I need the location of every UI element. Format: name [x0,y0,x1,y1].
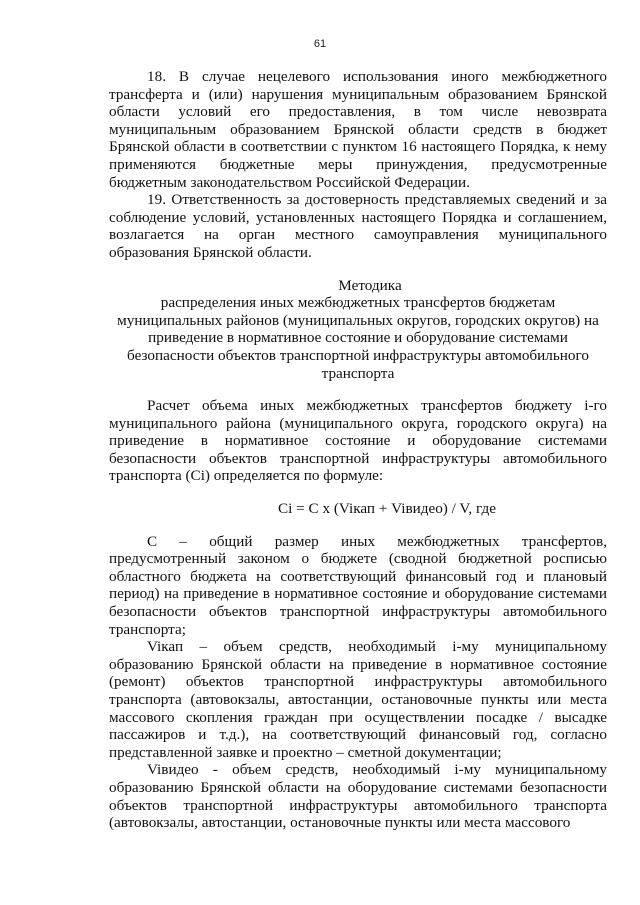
intro-paragraph: Расчет объема иных межбюджетных трансфертов бюджету i-го муниципального района (муниципального округа, городского округа) на приведение в нормативное состояние и оборудование системами безопасности объектов транспортной инфраструктуры автомобильного транспорта (Ci) определяется по формуле: [109,397,607,485]
methodology-subtitle: распределения иных межбюджетных трансфертов бюджетам муниципальных районов (муниципальных округов, городских округов) на приведение в нормативное состояние и оборудование системами безопасности объектов транспортной инфраструктуры автомобильного транспорта [117,294,599,382]
spacer [109,382,607,397]
methodology-title: Методика [338,276,402,294]
spacer [109,485,607,500]
spacer [109,518,607,533]
paragraph-18: 18. В случае нецелевого использования иного межбюджетного трансферта и (или) нарушения муниципальным образованием Брянской области условий его предоставления, в том числе невозврата муниципальным образованием Брянской области средств в бюджет Брянской области в соответствии с пунктом 16 настоящего Порядка, к нему применяются бюджетные меры принуждения, предусмотренные бюджетным законодательством Российской Федерации. [109,68,607,191]
definition-vivideo: Viвидео - объем средств, необходимый i-му муниципальному образованию Брянской области на оборудование системами безопасности объектов транспортной инфраструктуры автомобильного транспорта (автовокзалы, автостанции, остановочные пункты или места массового [109,761,607,832]
definitions-list [109,533,607,832]
spacer [109,262,607,277]
page-content [109,68,607,832]
definition-vikap: Viкап – объем средств, необходимый i-му муниципальному образованию Брянской области на приведение в нормативное состояние (ремонт) объектов транспортной инфраструктуры автомобильного транспорта (автовокзалы, автостанции, остановочные пункты или места массового скопления граждан при осуществлении посадке / высадке пассажиров и т.д.), на соответствующий финансовый год, согласно представленной заявке и проектно – сметной документации; [109,638,607,761]
definition-c: С – общий размер иных межбюджетных трансфертов, предусмотренный законом о бюджете (сводной бюджетной росписью областного бюджета на соответствующий финансовый год и плановый период) на приведение в нормативное состояние и оборудование системами безопасности объектов транспортной инфраструктуры автомобильного транспорта; [109,532,607,638]
page-number: 61 [313,38,327,50]
paragraph-19: 19. Ответственность за достоверность представляемых сведений и за соблюдение условий, установленных настоящего Порядка и соглашением, возлагается на орган местного самоуправления муниципального образования Брянской области. [109,191,607,261]
formula: Ci = C x (Viкап + Viвидео) / V, где [278,500,496,518]
